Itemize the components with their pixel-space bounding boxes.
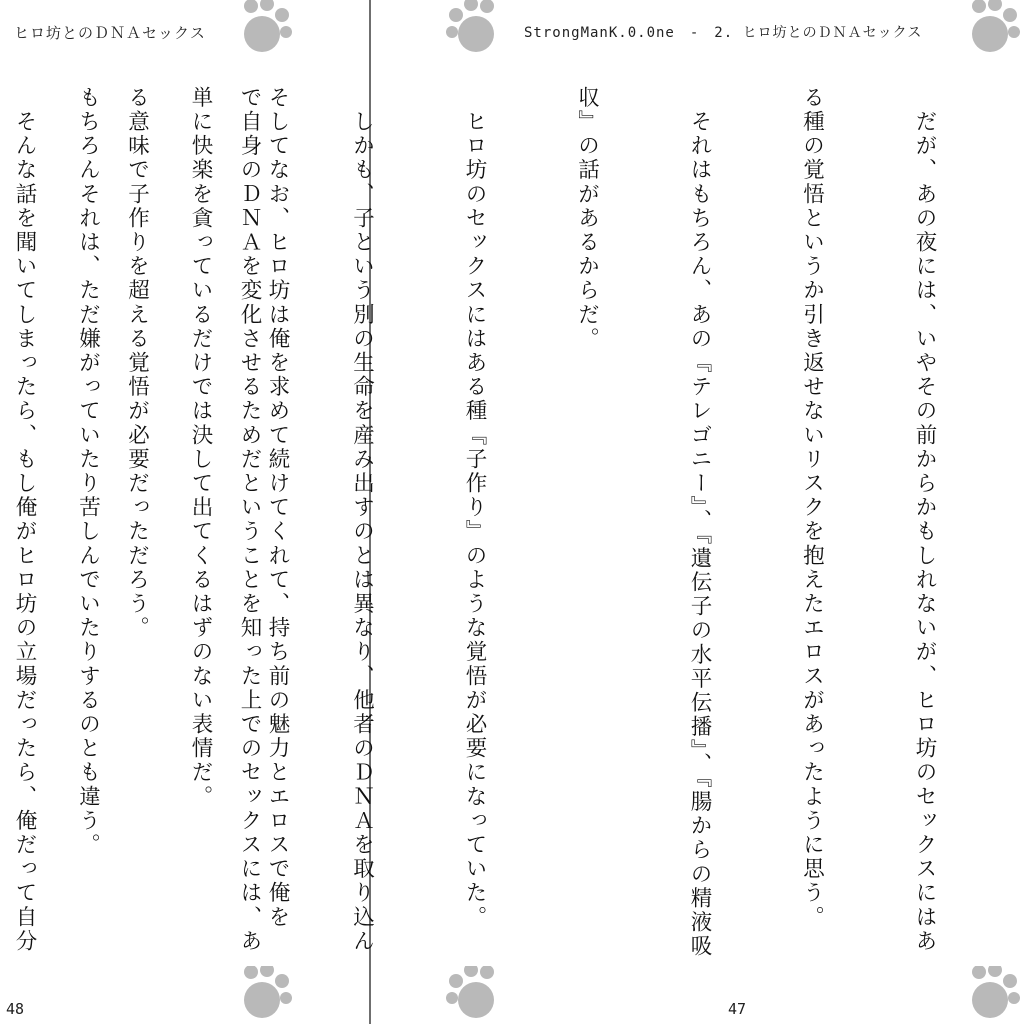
paragraph: る種の覚悟というか引き返せないリスクを抱えたエロスがあったように思う。 <box>799 86 825 930</box>
paragraph: そしてなお、ヒロ坊は俺を求めて続けてくれて、持ち前の魅力とエロスで俺を <box>265 86 290 930</box>
paw-print-icon <box>964 0 1022 56</box>
paragraph: それはもちろん、あの『テレゴニー』、『遺伝子の水平伝播』、『腸からの精液吸 <box>687 86 712 959</box>
page-number: 48 <box>6 1000 25 1018</box>
paragraph: 収』の話があるからだ。 <box>574 86 600 352</box>
paragraph: 単に快楽を貪っているだけでは決して出てくるはずのない表情だ。 <box>188 86 213 809</box>
paw-print-icon <box>236 0 294 56</box>
running-header: ヒロ坊とのＤＮＡセックス <box>14 24 206 42</box>
page-number: 47 <box>728 1000 747 1018</box>
paragraph: ヒロ坊のセックスにはある種『子作り』のような覚悟が必要になっていた。 <box>462 86 487 930</box>
paragraph: で自身のＤＮＡを変化させるためだということを知った上でのセックスには、あ <box>237 86 262 954</box>
paragraph: だが、あの夜には、いやその前からかもしれないが、ヒロ坊のセックスにはあ <box>912 86 937 954</box>
paw-print-icon <box>444 0 502 56</box>
paragraph: もちろんそれは、ただ嫌がっていたり苦しんでいたりするのとも違う。 <box>75 86 101 858</box>
paw-print-icon <box>964 966 1022 1022</box>
paragraph: しかも、子という別の生命を産み出すのとは異なり、他者のＤＮＡを取り込ん <box>349 86 375 954</box>
paragraph: る意味で子作りを超える覚悟が必要だっただろう。 <box>124 86 150 641</box>
paragraph: そんな話を聞いてしまったら、もし俺がヒロ坊の立場だったら、俺だって自分 <box>12 86 37 954</box>
running-header: StrongManK.0.0ne - 2. ヒロ坊とのＤＮＡセックス <box>524 25 923 41</box>
paw-print-icon <box>444 966 502 1022</box>
